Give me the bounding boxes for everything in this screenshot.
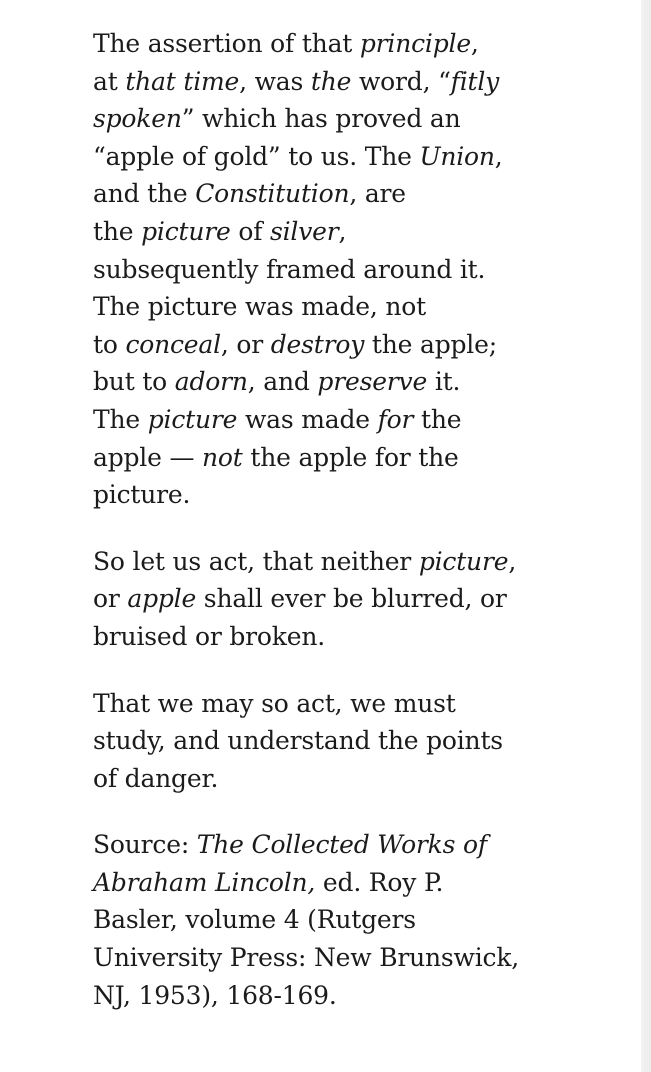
text-run: Source: <box>93 830 197 860</box>
paragraph-2 <box>93 543 573 656</box>
text-run: at <box>93 66 126 96</box>
text-run: University Press: New Brunswick, <box>93 943 520 973</box>
text-line <box>93 138 573 176</box>
text-line <box>93 326 573 364</box>
text-run: of danger. <box>93 763 219 793</box>
text-line <box>93 618 573 656</box>
text-run: The picture was made, not <box>93 292 426 322</box>
text-run: apple — <box>93 442 202 472</box>
italic-text: not <box>202 442 243 472</box>
italic-text: The Collected Works of <box>196 830 487 860</box>
italic-text: preserve <box>317 367 428 397</box>
text-run: and the <box>93 179 196 209</box>
text-run: The assertion of that <box>93 29 360 58</box>
text-run: The <box>93 404 148 434</box>
article-body <box>93 25 573 1043</box>
italic-text: picture <box>147 404 238 434</box>
italic-text: destroy <box>270 329 365 359</box>
italic-text: silver <box>270 216 339 246</box>
text-run: or <box>93 584 128 614</box>
text-line <box>93 439 573 477</box>
text-line <box>93 685 573 723</box>
text-line <box>93 939 573 977</box>
text-run: Basler, volume 4 (Rutgers <box>93 905 416 935</box>
italic-text: Constitution <box>195 179 350 209</box>
text-run: subsequently framed around it. <box>93 254 486 284</box>
text-run: , <box>338 216 347 246</box>
text-run: study, and understand the points <box>93 726 503 756</box>
text-line <box>93 977 573 1015</box>
text-run: it. <box>427 367 461 397</box>
text-run: of <box>230 216 270 246</box>
text-line <box>93 826 573 864</box>
text-run: , or <box>220 329 271 359</box>
text-line <box>93 213 573 251</box>
text-run: , <box>470 29 479 58</box>
italic-text: that time <box>125 66 240 96</box>
italic-text: fitly <box>450 66 500 96</box>
text-line <box>93 401 573 439</box>
italic-text: picture <box>141 216 231 246</box>
text-run: , <box>494 141 503 171</box>
text-run: the <box>93 216 142 246</box>
italic-text: picture <box>418 546 509 576</box>
text-line <box>93 288 573 326</box>
text-run: NJ, 1953), 168-169. <box>93 980 337 1010</box>
text-line <box>93 543 573 581</box>
italic-text: the <box>310 66 352 96</box>
text-run: That we may so act, we must <box>93 688 456 718</box>
text-run: ed. Roy P. <box>315 867 444 897</box>
text-line <box>93 363 573 401</box>
text-line <box>93 100 573 138</box>
text-run: ” which has proved an <box>181 104 461 134</box>
italic-text: conceal <box>125 329 221 359</box>
text-run: shall ever be blurred, or <box>196 584 507 614</box>
text-run: So let us act, that neither <box>93 546 419 576</box>
italic-text: adorn <box>174 367 248 397</box>
text-line <box>93 175 573 213</box>
text-line <box>93 25 573 63</box>
text-run: the apple; <box>364 329 497 359</box>
text-run: the <box>413 404 462 434</box>
text-run: word, “ <box>351 66 451 96</box>
text-run: was made <box>237 404 378 434</box>
text-line <box>93 580 573 618</box>
text-run: , are <box>349 179 406 209</box>
text-run: but to <box>93 367 175 397</box>
text-run: to <box>93 329 126 359</box>
italic-text: principle <box>359 29 471 58</box>
text-line <box>93 722 573 760</box>
italic-text: spoken <box>93 104 182 134</box>
text-run: picture. <box>93 480 191 510</box>
text-line <box>93 760 573 798</box>
text-line <box>93 864 573 902</box>
text-run: , <box>508 546 517 576</box>
italic-text: Union <box>419 141 495 171</box>
italic-text: for <box>377 404 414 434</box>
italic-text: Abraham Lincoln, <box>93 867 316 897</box>
text-run: bruised or broken. <box>93 621 325 651</box>
paragraph-1 <box>93 25 573 514</box>
italic-text: apple <box>127 584 197 614</box>
paragraph-3 <box>93 685 573 798</box>
text-line <box>93 251 573 289</box>
paragraph-4 <box>93 826 573 1014</box>
text-run: , and <box>247 367 318 397</box>
text-run: , was <box>239 66 311 96</box>
text-line <box>93 63 573 101</box>
text-line <box>93 476 573 514</box>
text-run: the apple for the <box>242 442 459 472</box>
text-line <box>93 901 573 939</box>
text-run: “apple of gold” to us. The <box>93 141 420 171</box>
